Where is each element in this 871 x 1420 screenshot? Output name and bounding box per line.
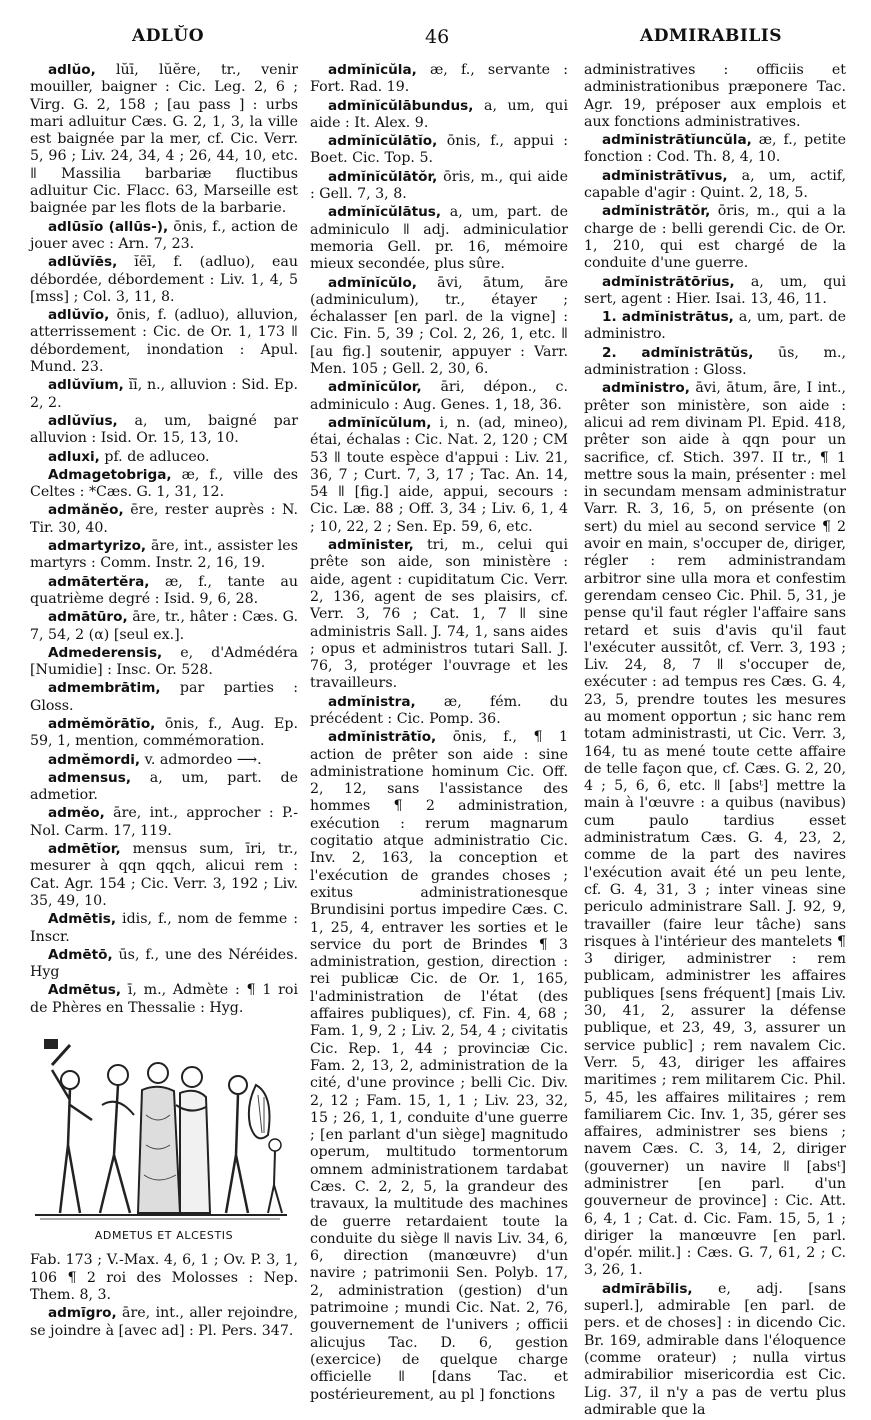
entry-headword: admĭnĭcŭlābundus,	[328, 97, 474, 114]
dictionary-entry	[30, 377, 298, 412]
running-head-left: ADLŬO	[132, 26, 205, 46]
entry-headword: Admētō,	[48, 946, 113, 963]
dictionary-entry	[310, 694, 568, 729]
dictionary-entry	[30, 62, 298, 218]
entry-definition: ōris, m., qui aide : Gell. 7, 3, 8.	[310, 168, 568, 203]
entry-headword: admembrātim,	[48, 680, 161, 697]
entry-headword: admĕmordi,	[48, 751, 141, 768]
entry-headword: Admētus,	[48, 982, 122, 999]
entry-definition: āvi, ātum, āre, I int., prêter son ministère, son aide : alicui ad rem divinam Pl. Epid. 418, prêter son aide à qqn pour un sacrifice, cf. Stich. 397. II tr., ¶ 1 mettre sous la main, présenter : mel in secundam mensam administratur Varr. R. 3, 16, 5, on présente (on sert) du miel au second service ¶ 2 avoir en main, s'occuper de, diriger, régler : rem administrandam arbitror sine ulla mora et confestim gerendam censeo Cic. Phil. 5, 31, je pense qu'il faut régler l'affaire sans retard et suis d'avis qu'il faut l'exécuter aussitôt, cf. Verr. 3, 193 ; Liv. 24, 8, 7 ǁ s'occuper de, exécuter : ad tempus res Cæs. G. 4, 23, 5, prendre toutes les mesures au moment opportun ; sic hanc rem totam administrasti, ut Cic. Verr. 3, 164, tu as mené toute cette affaire de telle façon que, cf. Cæs. G. 2, 20, 4 ; 5, 6, 6, etc. ǁ [absᵗ] mettre la main à l'œuvre : a quibus (navibus) cum paulo tardius esset administratum Cæs. G. 4, 23, 2, comme de la part des navires l'exécution avait été un peu lente, cf. G. 4, 31, 3 ; inter vineas sine periculo administrare Sall. J. 92, 9, travailler (faire leur tâche) sans risques à l'intérieur des mantelets ¶ 3 diriger, administrer : rem publicam, administrer les affaires publiques [sens fréquent] [mais Liv. 30, 41, 2, assurer la défense publique, et 23, 49, 3, assurer un service public] ; rem navalem Cic. Verr. 5, 43, diriger les affaires maritimes ; rem militarem Cic. Phil. 5, 45, les affaires militaires ; rem familiarem Cic. Inv. 1, 35, gérer ses affaires, administrer ses biens ; navem Cæs. C. 3, 14, 2, diriger (gouverner) un navire ǁ [absᵗ] administrer [en parl. d'un gouverneur de province] : Cic. Att. 6, 4, 1 ; Cat. d. Cic. Fam. 15, 5, 1 ; diriger la manœuvre [en parl. d'opér. milit.] : Cæs. G. 7, 61, 2 ; C. 3, 26, 1.	[584, 380, 847, 1279]
entry-definition: a, um, qui sert, agent : Hier. Isai. 13, 46, 11.	[584, 273, 846, 307]
dictionary-entry	[310, 98, 568, 133]
figure-caption: ADMETUS ET ALCESTIS	[94, 1229, 234, 1243]
entry-definition: āre, int., approcher : P.-Nol. Carm. 17, 119.	[30, 805, 298, 839]
entry-definition: āri, dépon., c. adminiculo : Aug. Genes. 1, 18, 36.	[310, 379, 568, 413]
entry-headword: admĕmŏrātĭo,	[48, 715, 156, 732]
entry-definition: ōnis, f. (adluo), alluvion, atterrissement : Cic. de Or. 1, 173 ǁ débordement, inondation : Apul. Mund. 23.	[30, 307, 298, 376]
entry-definition: lŭī, lŭĕre, tr., venir mouiller, baigner : Cic. Leg. 2, 6 ; Virg. G. 2, 158 ; [au pass ] : urbs mari adluitur Cæs. G. 2, 1, 3, la ville est baignée par la mer, cf. Cic. Verr. 5, 96 ; Liv. 24, 34, 4 ; 26, 44, 10, etc. ǁ Massilia barbariæ fluctibus adluitur Cic. Flacc. 63, Marseille est baignée par les flots de la barbarie.	[30, 62, 299, 217]
entry-headword: adluxi,	[48, 448, 100, 465]
dictionary-entry	[30, 538, 298, 573]
dictionary-entry	[30, 1252, 298, 1304]
entry-headword: adlŭvĭēs,	[48, 254, 118, 271]
dictionary-entry	[30, 254, 298, 306]
dictionary-entry	[30, 467, 298, 502]
dictionary-entry	[30, 413, 298, 448]
dictionary-entry	[30, 982, 298, 1017]
entry-headword: Admētis,	[48, 911, 117, 928]
entry-definition: e, adj. [sans superl.], admirable [en parl. de pers. et de choses] : in dicendo Cic. Br. 169, admirable dans l'éloquence (comme orateur) ; nulla virtus admirabilior misericordia est Cic. Lig. 37, il n'y a pas de vertu plus admirable que la	[584, 1280, 846, 1418]
entry-headword: adlūsĭo (allūs-),	[48, 218, 169, 235]
dictionary-column-1	[30, 62, 298, 1341]
entry-definition: par parties : Gloss.	[30, 680, 298, 714]
entry-headword: admĭnistrātōrĭus,	[602, 273, 735, 290]
entry-definition: a, um, part. de adminiculo ǁ adj. adminiculatior memoria Gell. pr. 16, mémoire mieux secondée, plus sûre.	[310, 204, 568, 273]
illustration-figure	[30, 1025, 298, 1244]
entry-definition: a, um, qui aide : It. Alex. 9.	[310, 97, 568, 131]
entry-headword: 1. admĭnistrātus,	[602, 309, 734, 326]
dictionary-entry	[584, 168, 846, 203]
entry-headword: admīrābĭlis,	[602, 1280, 693, 1297]
entry-headword: Admagetobriga,	[48, 466, 172, 483]
entry-definition: ūs, f., une des Néréides. Hyg	[30, 946, 298, 981]
entry-definition: ēre, rester auprès : N. Tir. 30, 40.	[30, 502, 298, 536]
page-header	[0, 22, 871, 52]
entry-headword: Admederensis,	[48, 644, 163, 661]
entry-definition: ōnis, f., appui : Boet. Cic. Top. 5.	[310, 133, 568, 167]
dictionary-entry	[310, 379, 568, 414]
dictionary-column-2	[310, 62, 568, 1405]
dictionary-entry	[30, 680, 298, 715]
dictionary-entry	[584, 274, 846, 309]
dictionary-entry	[584, 132, 846, 167]
entry-definition: āre, tr., hâter : Cæs. G. 7, 54, 2 (α) [seul ex.].	[30, 609, 298, 643]
entry-headword: adlŭvĭum,	[48, 377, 124, 394]
dictionary-entry	[30, 645, 298, 680]
dictionary-entry	[30, 770, 298, 805]
dictionary-entry	[584, 380, 846, 1279]
dictionary-column-3	[584, 62, 846, 1420]
entry-definition: e, d'Admédéra [Numidie] : Insc. Or. 528.	[30, 644, 299, 679]
entry-definition: āre, int., aller rejoindre, se joindre à [avec ad] : Pl. Pers. 347.	[30, 1305, 298, 1339]
entry-definition: v. admordeo ⟶.	[144, 751, 262, 768]
dictionary-entry	[310, 415, 568, 536]
entry-headword: admĭnĭcŭlātĭo,	[328, 133, 438, 150]
dictionary-entry	[30, 805, 298, 840]
entry-definition: tri, m., celui qui prête son aide, son ministère : aide, agent : cupiditatum Cic. Verr. 2, 136, agent de ses plaisirs, cf. Verr. 3, 76 ; Cat. 1, 7 ǁ sine administris Sall. J. 74, 1, sans aides ; opus et administros tutari Sall. J. 76, 3, protéger l'ouvrage et les travailleurs.	[310, 537, 568, 692]
entry-definition: ĭēī, f. (adluo), eau débordée, débordement : Liv. 1, 4, 5 [mss] ; Col. 3, 11, 8.	[30, 254, 298, 305]
entry-headword: admĭnistra,	[328, 693, 416, 710]
entry-headword: admĭnistrātĭo,	[328, 729, 437, 746]
entry-definition: a, um, baigné par alluvion : Isid. Or. 15, 13, 10.	[30, 412, 298, 447]
entry-definition: pf. de adluceo.	[104, 448, 210, 465]
entry-headword: admĭnĭcŭlātus,	[328, 204, 442, 221]
dictionary-entry	[30, 947, 298, 982]
dictionary-entry	[310, 133, 568, 168]
dictionary-entry	[30, 307, 298, 376]
entry-headword: admātūro,	[48, 609, 128, 626]
dictionary-entry	[310, 169, 568, 204]
entry-headword: adlŭvĭo,	[48, 307, 110, 324]
entry-definition: Fab. 173 ; V.-Max. 4, 6, 1 ; Ov. P. 3, 1, 106 ¶ 2 roi des Molosses : Nep. Them. 8, 3.	[30, 1252, 298, 1303]
entry-headword: admīgro,	[48, 1305, 117, 1322]
entry-headword: admātertĕra,	[48, 573, 150, 590]
entry-definition: āre, int., assister les martyrs : Comm. Instr. 2, 16, 19.	[30, 538, 298, 572]
entry-definition: ōnis, f., action de jouer avec : Arn. 7, 23.	[30, 218, 298, 252]
entry-headword: admĕo,	[48, 805, 105, 822]
entry-definition: a, um, actif, capable d'agir : Quint. 2, 18, 5.	[584, 167, 846, 202]
entry-definition: āvi, ātum, āre (adminiculum), tr., étayer ; échalasser [en parl. de la vigne] : Cic. Fin. 5, 39 ; Col. 2, 26, 1, etc. ǁ [au fig.] soutenir, appuyer : Varr. Men. 105 ; Gell. 2, 30, 6.	[310, 274, 568, 378]
entry-headword: admētĭor,	[48, 841, 121, 858]
entry-headword: admĭnĭcŭlātŏr,	[328, 168, 438, 185]
entry-definition: ōris, m., qui a la charge de : belli gerendi Cic. de Or. 1, 210, qui est chargé de la conduite d'une guerre.	[584, 203, 846, 272]
entry-definition: ĭī, n., alluvion : Sid. Ep. 2, 2.	[30, 377, 298, 411]
dictionary-entry	[310, 729, 568, 1404]
entry-headword: admĭnister,	[328, 537, 414, 554]
dictionary-entry	[30, 219, 298, 254]
dictionary-entry	[30, 911, 298, 946]
dictionary-entry	[584, 203, 846, 272]
dictionary-entry	[310, 204, 568, 273]
entry-definition: æ, f., petite fonction : Cod. Th. 8, 4, 10.	[584, 132, 846, 166]
entry-headword: admartyrizo,	[48, 538, 147, 555]
entry-definition: idis, f., nom de femme : Inscr.	[30, 911, 298, 945]
entry-definition: a, um, part. de admetior.	[30, 769, 298, 804]
dictionary-entry	[584, 62, 846, 131]
dictionary-entry	[30, 841, 298, 910]
dictionary-entry	[30, 716, 298, 751]
dictionary-entry	[30, 1305, 298, 1340]
dictionary-entry	[30, 752, 298, 769]
entry-definition: æ, f., tante au quatrième degré : Isid. 9, 6, 28.	[30, 573, 298, 607]
page-number: 46	[425, 26, 450, 48]
entry-definition: ī, m., Admète : ¶ 1 roi de Phères en Thessalie : Hyg.	[30, 982, 298, 1016]
dictionary-entry	[584, 1281, 846, 1419]
dictionary-entry	[584, 309, 846, 344]
admetus-alcestis-engraving	[30, 1025, 292, 1225]
dictionary-entry	[30, 574, 298, 609]
entry-headword: admĭnistrātīvus,	[602, 167, 728, 184]
dictionary-entry	[310, 62, 568, 97]
entry-headword: adlŭvĭus,	[48, 412, 118, 429]
entry-headword: admĭnĭcŭlum,	[328, 414, 432, 431]
dictionary-entry	[30, 502, 298, 537]
entry-definition: a, um, part. de administro.	[584, 309, 846, 343]
running-head-right: ADMIRABILIS	[640, 26, 783, 46]
entry-headword: admĭnistro,	[602, 380, 690, 397]
entry-headword: admănĕo,	[48, 502, 124, 519]
dictionary-entry	[310, 537, 568, 693]
dictionary-entry	[584, 345, 846, 380]
dictionary-entry	[310, 275, 568, 379]
entry-definition: ūs, m., administration : Gloss.	[584, 344, 846, 379]
entry-definition: administratives : officiis et administrationibus præponere Tac. Agr. 19, préposer aux emplois et aux fonctions administratives.	[584, 62, 846, 130]
entry-headword: admĭnistrātĭuncŭla,	[602, 132, 752, 149]
entry-definition: æ, f., servante : Fort. Rad. 19.	[310, 62, 568, 96]
entry-headword: admensus,	[48, 769, 131, 786]
dictionary-entry	[30, 449, 298, 466]
entry-headword: admĭnistrātŏr,	[602, 203, 711, 220]
entry-definition: æ, fém. du précédent : Cic. Pomp. 36.	[310, 693, 568, 727]
entry-definition: i, n. (ad, mineo), étai, échalas : Cic. Nat. 2, 120 ; CM 53 ǁ toute espèce d'appui : Liv. 21, 36, 7 ; Curt. 7, 3, 17 ; Tac. An. 14, 54 ǁ [fig.] aide, appui, secours : Cic. Læ. 88 ; Off. 3, 34 ; Liv. 6, 1, 4 ; 10, 22, 2 ; Sen. Ep. 59, 6, etc.	[310, 414, 569, 535]
entry-headword: adlŭo,	[48, 62, 96, 78]
entry-definition: ōnis, f., Aug. Ep. 59, 1, mention, commémoration.	[30, 715, 298, 750]
entry-definition: æ, f., ville des Celtes : *Cæs. G. 1, 31, 12.	[30, 466, 298, 501]
entry-headword: admĭnĭcŭlor,	[328, 379, 422, 396]
entry-headword: 2. admĭnistrātŭs,	[602, 344, 754, 361]
entry-headword: admĭnĭcŭlo,	[328, 274, 417, 291]
entry-definition: ōnis, f., ¶ 1 action de prêter son aide : sine administratione hominum Cic. Off. 2, 12, sans l'assistance des hommes ¶ 2 administration, exécution : rerum magnarum cogitatio atque administratio Cic. Inv. 2, 163, la conception et l'exécution de grandes choses ; exitus administrationesque Brundisini portus impedire Cæs. C. 1, 25, 4, entraver les sorties et le service du port de Brindes ¶ 3 administration, gestion, direction : rei publicæ Cic. de Or. 1, 165, l'administration de l'état (des affaires publiques), cf. Fin. 4, 68 ; Fam. 1, 9, 2 ; Liv. 2, 54, 4 ; civitatis Cic. Rep. 1, 44 ; provinciæ Cic. Fam. 2, 13, 2, administration de la cité, d'une province ; belli Cic. Div. 2, 12 ; Fam. 15, 1, 1 ; Liv. 23, 32, 15 ; 26, 1, 1, conduite d'une guerre ; [en parlant d'un siège] magnitudo operum, multitudo tormentorum omnem administrationem tardabat Cæs. C. 2, 2, 5, la grandeur des travaux, la multitude des machines de guerre retardaient toute la conduite du siège ǁ navis Liv. 34, 6, 6, direction (manœuvre) d'un navire ; patrimonii Sen. Polyb. 17, 2, administration (gestion) d'un patrimoine ; mundi Cic. Nat. 2, 76, gouvernement de l'univers ; officii alicujus Tac. D. 6, gestion (exercice) de quelque charge officielle ǁ [dans Tac. et postérieurement, au pl ] fonctions	[310, 729, 568, 1403]
dictionary-entry	[30, 609, 298, 644]
entry-headword: admĭnĭcŭla,	[328, 62, 417, 78]
entry-definition: mensus sum, īri, tr., mesurer à qqn qqch, alicui rem : Cat. Agr. 154 ; Cic. Verr. 3, 192 ; Liv. 35, 49, 10.	[30, 841, 299, 909]
